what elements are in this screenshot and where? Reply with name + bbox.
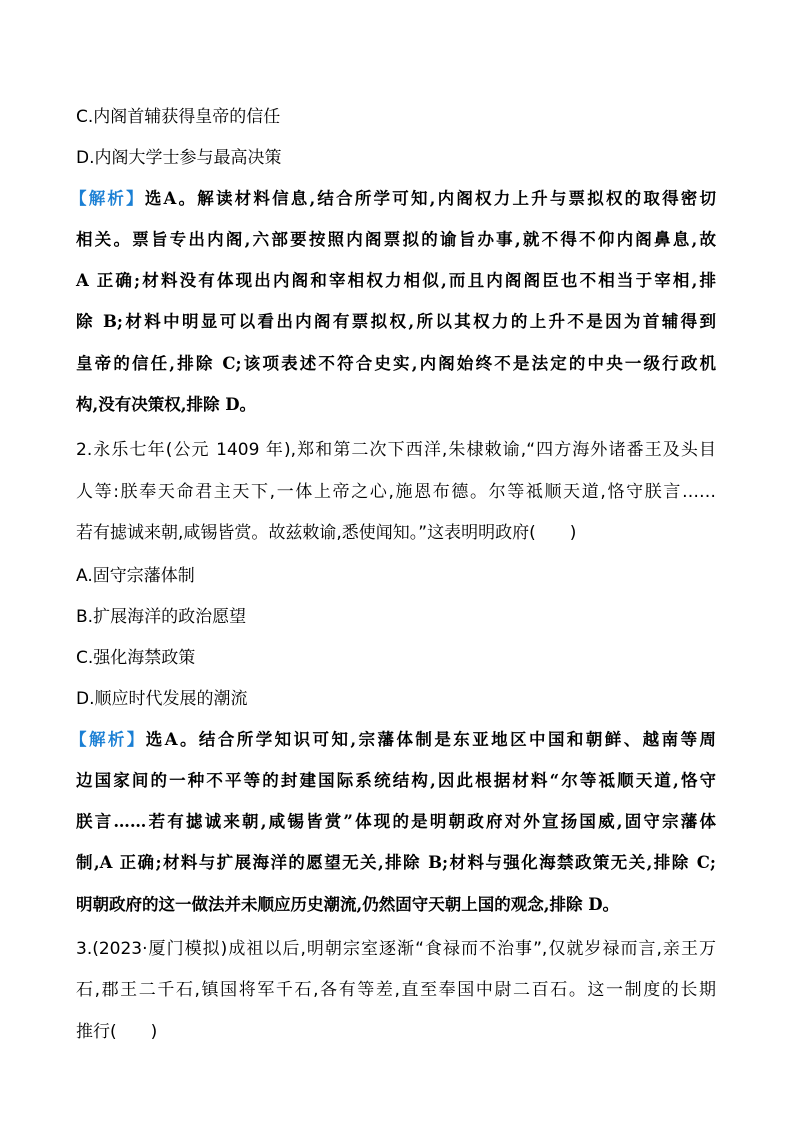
q3-stem-line-3: 推行( ) xyxy=(76,1022,158,1042)
q3-stem-line-1: 3.(2023·厦门模拟)成祖以后,明朝宗室逐渐“食禄而不治事”,仅就岁禄而言,亲王万 xyxy=(76,939,716,959)
q1-analysis-line-3: A 正确;材料没有体现出内阁和宰相权力相似,而且内阁阁臣也不相当于宰相,排 xyxy=(76,271,716,290)
q2-stem-line-3: 若有摅诚来朝,咸锡皆赏。故兹敕谕,悉使闻知。”这表明明政府( ) xyxy=(76,523,577,543)
q2-analysis-line-3: 朕言……若有摅诚来朝,咸锡皆赏”体现的是明朝政府对外宣扬国威,固守宗藩体 xyxy=(76,812,716,831)
q1-analysis-line-2: 相关。票旨专出内阁,六部要按照内阁票拟的谕旨办事,就不得不仰内阁鼻息,故 xyxy=(76,230,716,249)
q1-option-c: C.内阁首辅获得皇帝的信任 xyxy=(76,107,281,127)
q2-option-c: C.强化海禁政策 xyxy=(76,648,196,668)
q1-analysis-line-6: 构,没有决策权,排除 D。 xyxy=(76,395,257,414)
q1-option-d: D.内阁大学士参与最高决策 xyxy=(76,148,282,168)
q2-option-d: D.顺应时代发展的潮流 xyxy=(76,689,248,709)
q2-option-a: A.固守宗藩体制 xyxy=(76,566,195,586)
q1-analysis-line-4: 除 B;材料中明显可以看出内阁有票拟权,所以其权力的上升不是因为首辅得到 xyxy=(76,312,716,331)
q2-analysis-line-1: 【解析】选A。结合所学知识可知,宗藩体制是东亚地区中国和朝鲜、越南等周 xyxy=(70,730,717,749)
q2-option-b: B.扩展海洋的政治愿望 xyxy=(76,607,247,627)
q2-stem-line-1: 2.永乐七年(公元 1409 年),郑和第二次下西洋,朱棣敕谕,“四方海外诸番王及头目 xyxy=(76,440,716,460)
analysis-tag: 【解析】 xyxy=(70,730,146,749)
analysis-tag: 【解析】 xyxy=(70,189,145,208)
q1-analysis-line-5: 皇帝的信任,排除 C;该项表述不符合史实,内阁始终不是法定的中央一级行政机 xyxy=(76,354,716,373)
q1-analysis-line-1: 【解析】选A。解读材料信息,结合所学可知,内阁权力上升与票拟权的取得密切 xyxy=(70,189,716,208)
q3-stem-line-2: 石,郡王二千石,镇国将军千石,各有等差,直至奉国中尉二百石。这一制度的长期 xyxy=(76,980,716,1000)
q2-analysis-line-4: 制,A 正确;材料与扩展海洋的愿望无关,排除 B;材料与强化海禁政策无关,排除 C; xyxy=(76,853,716,872)
q2-analysis-line-2: 边国家间的一种不平等的封建国际系统结构,因此根据材料“尔等祗顺天道,恪守 xyxy=(76,771,716,790)
q2-stem-line-2: 人等:朕奉天命君主天下,一体上帝之心,施恩布德。尔等祗顺天道,恪守朕言…… xyxy=(76,482,716,502)
q2-analysis-line-5: 明朝政府的这一做法并未顺应历史潮流,仍然固守天朝上国的观念,排除 D。 xyxy=(76,895,620,914)
